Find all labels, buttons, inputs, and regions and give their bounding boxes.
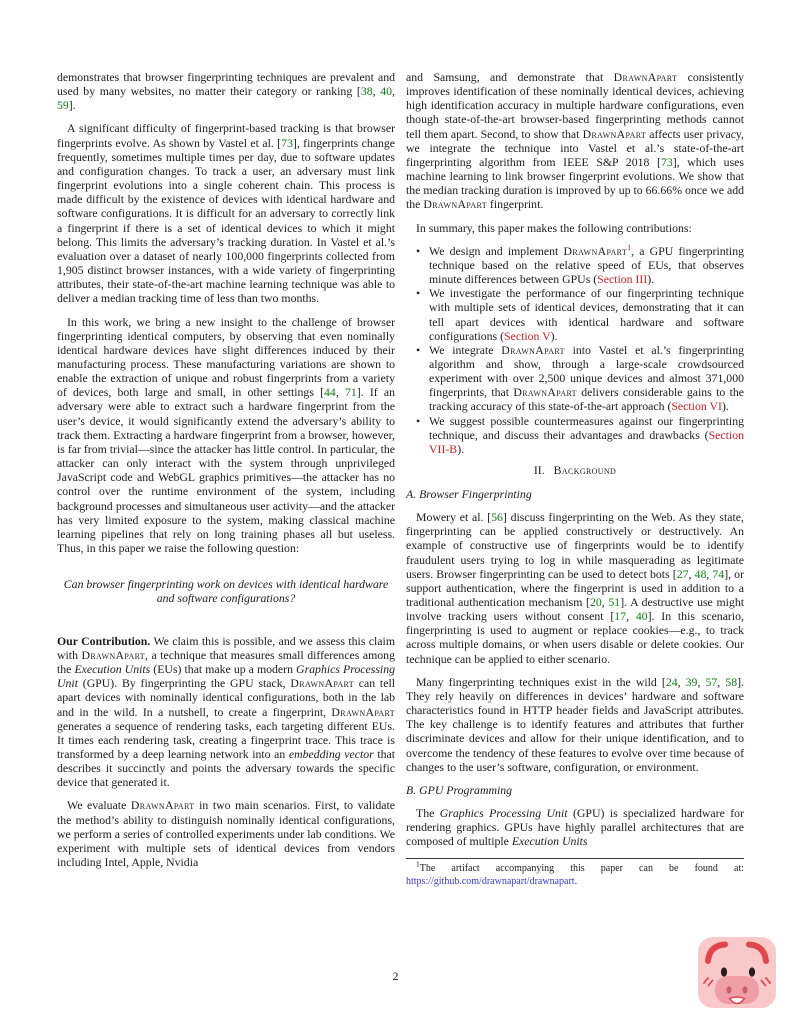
smallcaps-text: DrawnApart xyxy=(501,342,565,357)
page-number: 2 xyxy=(392,971,399,983)
citation-link[interactable]: 20 xyxy=(589,595,602,609)
contribution-item: • We design and implement DrawnApart$^1$, a GPU fingerprinting technique based on the relative speed of EUs, that observes minute differences between GPUs (Section III). xyxy=(416,244,744,286)
contributions-list xyxy=(406,244,744,456)
citation-link[interactable]: 58 xyxy=(725,674,738,689)
footnote: $^1$The artifact accompanying this paper can be found at: https://github.com/drawnapart/drawnapart. xyxy=(406,860,744,887)
two-column-layout xyxy=(57,70,744,888)
paragraph-new-insight: In this work, we bring a new insight to the challenge of browser fingerprinting identical computers, by observing that even nominally identical hardware devices have slight differences induced by their manufacturing process. These manufacturing variations are shown to enable the extraction of unique and robust fingerprints from a variety of devices, both large and small, in other settings [44, 71]. If an adversary were able to extract such a hardware fingerprint from the user’s device, it would significantly extend the adversary’s ability to track them. Extracting a hardware fingerprint from a browser, however, is far from trivial—since the attacker has little control. In particular, the attacker can only interact with the system through unprivileged JavaScript code and WebGL graphics primitives—the attacker has no control over the runtime environment of the system, including background processes and simultaneous user activity—and the attacker has very limited exposure to the system, making classical machine learning pipelines that rely on long training phases all but useless. Thus, in this paper we raise the following question: xyxy=(57,314,395,555)
smallcaps-text: DrawnApart xyxy=(613,70,678,84)
pig-face-sticker xyxy=(696,934,778,1010)
paragraph-gpu-intro: The Graphics Processing Unit (GPU) is specialized hardware for rendering graphics. GPUs have highly parallel architectures that are composed of multiple Execution Units xyxy=(406,805,745,849)
left-column xyxy=(57,70,395,888)
citation-link[interactable]: 56 xyxy=(491,510,503,525)
citation-link[interactable]: 40 xyxy=(380,84,393,99)
citation-link[interactable]: 73 xyxy=(281,135,293,150)
pig-left-eye-icon xyxy=(721,967,727,976)
smallcaps-text: DrawnApart xyxy=(290,676,354,691)
smallcaps-text: DrawnApart xyxy=(130,798,195,813)
section-ref-link[interactable]: Section VI xyxy=(671,399,722,414)
citation-link[interactable]: 24 xyxy=(665,674,678,689)
citation-link[interactable]: 73 xyxy=(660,154,673,169)
pig-right-eye-icon xyxy=(749,967,755,976)
smallcaps-text: Background xyxy=(553,463,617,478)
smallcaps-text: DrawnApart xyxy=(563,243,628,258)
italic-text: Graphics Processing Unit xyxy=(57,662,395,691)
paragraph-fingerprint-difficulty: A significant difficulty of fingerprint-based tracking is that browser fingerprints evolve. As shown by Vastel et al. [73], fingerprints change frequently, sometimes multiple times per day, due to software updates and configuration changes. To track a user, an adversary must link fingerprint evolutions into a single coherent chain. This process is made difficult by the existence of devices with identical hardware and software configurations. It is difficult for an adversary to correctly link a fingerprint if there is a set of identical devices to which it might belong. This limits the adversary’s tracking duration. In Vastel et al.’s evaluation over a dataset of nearly 100,000 fingerprints collected from 1,905 distinct browser instances, with a wide variety of fingerprinting attributes, their state-of-the-art machine learning technique was able to deliver a median tracking time of less than two months. xyxy=(57,121,395,306)
italic-text: Execution Units xyxy=(511,834,588,849)
smallcaps-text: DrawnApart xyxy=(81,647,146,662)
section-heading-background: II. Background xyxy=(533,463,617,478)
paragraph-mowery: Mowery et al. [56] discuss fingerprinting on the Web. As they state, fingerprinting can be applied constructively or destructively. An example of constructive use of fingerprints would be to identify fraudulent users trying to log in while masquerading as legitimate users. Browser fingerprinting can be used to detect bots [27, 48, 74], or support authentication, where the fingerprint is used in addition to a traditional authentication mechanism [20, 51]. A destructive use might involve tracking users without consent [17, 40]. In this scenario, fingerprinting is used to augment or replace cookies—e.g., to track across multiple domains, or when users disable or delete cookies. Our technique can be applied to either scenario. xyxy=(406,510,745,666)
footnote-ref-superscript[interactable]: 1 xyxy=(627,242,632,252)
paragraph-summary-lead: In summary, this paper makes the following contributions: xyxy=(416,220,692,235)
citation-link[interactable]: 44 xyxy=(324,385,336,400)
section-ref-link[interactable]: Section VII-B xyxy=(429,427,744,456)
research-question: Can browser fingerprinting work on devices with identical hardware and software configurations? xyxy=(63,577,389,606)
contribution-item: • We suggest possible countermeasures against our fingerprinting technique, and discuss their advantages and drawbacks (Section VII-B). xyxy=(416,414,744,456)
subsection-heading-gpu-programming: B. GPU Programming xyxy=(406,782,513,797)
citation-link[interactable]: 59 xyxy=(57,98,69,113)
smallcaps-text: DrawnApart xyxy=(513,385,577,400)
italic-text: Execution Units xyxy=(74,662,151,677)
paragraph-vendors-continued: and Samsung, and demonstrate that DrawnApart consistently improves identification of these nominally identical devices, achieving high identification accuracy in multiple hardware configurations, even though state-of-the-art browser-based fingerprinting methods cannot tell them apart. Second, to show that DrawnApart affects user privacy, we integrate the technique into Vastel et al.’s state-of-the-art fingerprinting algorithm from IEEE S&P 2018 [73], which uses machine learning to link browser fingerprint evolutions. We show that the median tracking duration is improved by up to 66.66% once we add the DrawnApart fingerprint. xyxy=(406,70,745,212)
citation-link[interactable]: 17 xyxy=(614,609,627,624)
citation-link[interactable]: 74 xyxy=(712,566,725,581)
italic-text: embedding vector xyxy=(288,747,374,761)
citation-link[interactable]: 39 xyxy=(685,674,698,689)
contribution-item: • We investigate the performance of our fingerprinting technique with multiple sets of identical devices, demonstrating that it can tell apart devices with identical hardware and software configurations (Section V). xyxy=(416,286,744,343)
section-ref-link[interactable]: Section III xyxy=(597,272,648,287)
footnote-marker: 1 xyxy=(416,860,420,870)
citation-link[interactable]: 27 xyxy=(676,566,689,581)
pig-left-nostril-icon xyxy=(726,986,731,993)
citation-link[interactable]: 71 xyxy=(344,385,357,400)
subsection-heading-browser-fingerprinting: A. Browser Fingerprinting xyxy=(406,487,532,502)
smallcaps-text: DrawnApart xyxy=(423,197,487,212)
url-link[interactable]: https://github.com/drawnapart/drawnapart. xyxy=(406,875,578,887)
smallcaps-text: DrawnApart xyxy=(331,704,395,719)
pig-right-nostril-icon xyxy=(742,986,747,993)
paragraph-continued-from-previous-page: demonstrates that browser fingerprinting techniques are prevalent and used by many websites, no matter their category or ranking [38, 40, 59]. xyxy=(57,70,395,113)
section-ref-link[interactable]: Section V xyxy=(504,328,551,343)
citation-link[interactable]: 57 xyxy=(705,674,718,689)
paragraph-many-techniques: Many fingerprinting techniques exist in the wild [24, 39, 57, 58]. They rely heavily on differences in devices’ hardware and software characteristics found in HTTP header fields and JavaScript attributes. The key challenge is to identify features and attributes that further discriminate devices and allow for their unique identification, and to overcome the tendency of these features to evolve over time because of changes to the user’s software, configuration, or environment. xyxy=(406,674,744,774)
citation-link[interactable]: 38 xyxy=(360,84,373,99)
citation-link[interactable]: 51 xyxy=(608,595,621,609)
smallcaps-text: DrawnApart xyxy=(582,126,647,141)
italic-text: Graphics Processing Unit xyxy=(439,805,568,820)
bold-text: Our Contribution. xyxy=(57,633,151,648)
contribution-item: • We integrate DrawnApart into Vastel et al.’s fingerprinting algorithm and show, through a large-scale crowdsourced experiment with over 2,500 unique devices and almost 371,000 fingerprints, that DrawnApart delivers considerable gains to the tracking accuracy of this state-of-the-art approach (Section VI). xyxy=(416,343,744,414)
paragraph-our-contribution: Our Contribution. We claim this is possible, and we assess this claim with DrawnApart, a technique that measures small differences among the Execution Units (EUs) that make up a modern Graphics Processing Unit (GPU). By fingerprinting the GPU stack, DrawnApart can tell apart devices with nominally identical configurations, both in the lab and in the wild. In a nutshell, to create a fingerprint, DrawnApart generates a sequence of rendering tasks, each targeting different EUs. It times each rendering task, creating a fingerprint trace. This trace is transformed by a deep learning network into an embedding vector that describes it succinctly and points the adversary towards the specific device that generated it. xyxy=(57,633,396,790)
citation-link[interactable]: 40 xyxy=(635,609,648,624)
citation-link[interactable]: 48 xyxy=(694,566,707,581)
right-column xyxy=(406,70,744,888)
paragraph-evaluation-scenarios: We evaluate DrawnApart in two main scenarios. First, to validate the method’s ability to distinguish nominally identical configurations, we perform a series of controlled experiments under lab conditions. We experiment with multiple sets of identical devices from vendors including Intel, Apple, Nvidia xyxy=(57,798,396,870)
